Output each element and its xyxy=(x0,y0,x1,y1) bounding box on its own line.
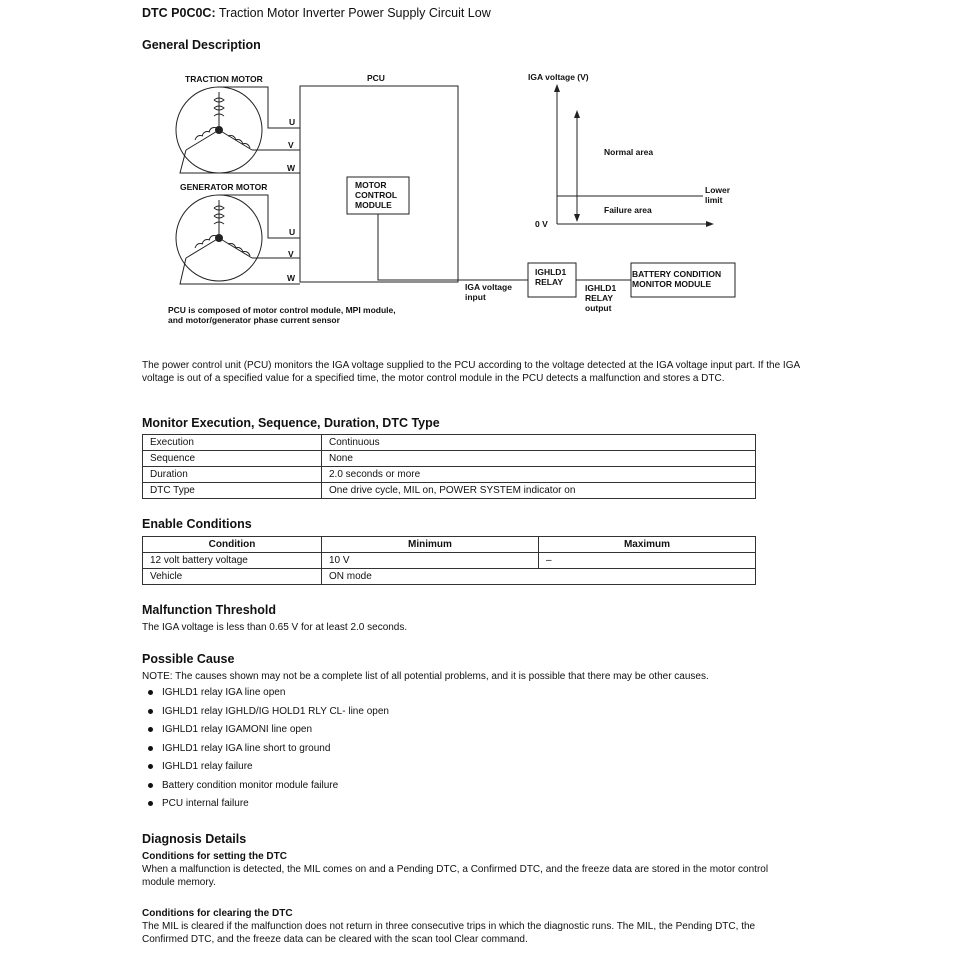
table-cell: – xyxy=(539,553,756,569)
iga-input-label-1: IGA voltage xyxy=(465,282,512,292)
list-item: Battery condition monitor module failure xyxy=(142,779,802,798)
traction-phase-w: W xyxy=(287,163,296,173)
table-cell: DTC Type xyxy=(143,483,322,499)
relay-label-1: IGHLD1 xyxy=(535,267,567,277)
table-cell: One drive cycle, MIL on, POWER SYSTEM indicator on xyxy=(322,483,756,499)
table-cell: 2.0 seconds or more xyxy=(322,467,756,483)
table-cell: Sequence xyxy=(143,451,322,467)
traction-phase-v: V xyxy=(288,140,294,150)
setting-text: When a malfunction is detected, the MIL comes on and a Pending DTC, a Confirmed DTC, and the freeze data are stored in the motor control module memory. xyxy=(142,864,769,888)
generator-phase-w: W xyxy=(287,273,296,283)
dtc-title: Traction Motor Inverter Power Supply Circuit Low xyxy=(218,6,491,20)
enable-heading: Enable Conditions xyxy=(142,517,252,531)
enable-table xyxy=(142,536,756,585)
list-item: IGHLD1 relay IGA line short to ground xyxy=(142,742,802,761)
table-row xyxy=(143,435,756,451)
iga-input-label-2: input xyxy=(465,292,486,302)
traction-motor-label: TRACTION MOTOR xyxy=(185,74,263,84)
threshold-text: The IGA voltage is less than 0.65 V for at least 2.0 seconds. xyxy=(142,622,408,633)
table-cell: None xyxy=(322,451,756,467)
clearing-heading: Conditions for clearing the DTC xyxy=(142,908,293,919)
bcm-label-2: MONITOR MODULE xyxy=(632,279,712,289)
relay-label-2: RELAY xyxy=(535,277,564,287)
pcu-note-2: and motor/generator phase current sensor xyxy=(168,315,340,325)
column-header: Minimum xyxy=(322,537,539,553)
table-row xyxy=(143,467,756,483)
dtc-code: DTC P0C0C: xyxy=(142,6,216,20)
column-header: Condition xyxy=(143,537,322,553)
lower-limit-label-2: limit xyxy=(705,195,723,205)
setting-heading: Conditions for setting the DTC xyxy=(142,851,287,862)
general-description-heading: General Description xyxy=(142,38,261,52)
table-cell: Vehicle xyxy=(143,569,322,585)
possible-cause-note: NOTE: The causes shown may not be a complete list of all potential problems, and it is possible that there may be other causes. xyxy=(142,671,709,682)
generator-phase-v: V xyxy=(288,249,294,259)
traction-phase-u: U xyxy=(289,117,296,127)
possible-cause-list xyxy=(142,686,802,816)
table-cell: Duration xyxy=(143,467,322,483)
graph-ylabel: IGA voltage (V) xyxy=(528,72,589,82)
mcm-label-2: CONTROL xyxy=(355,190,398,200)
table-header-row xyxy=(143,537,756,553)
table-row xyxy=(143,553,756,569)
monitor-heading: Monitor Execution, Sequence, Duration, DTC Type xyxy=(142,416,440,430)
table-cell: 10 V xyxy=(322,553,539,569)
threshold-heading: Malfunction Threshold xyxy=(142,603,277,617)
generator-motor-label: GENERATOR MOTOR xyxy=(180,182,268,192)
table-cell: ON mode xyxy=(322,569,756,585)
failure-area-label: Failure area xyxy=(604,205,652,215)
list-item: PCU internal failure xyxy=(142,797,802,816)
general-description-text: The power control unit (PCU) monitors the IGA voltage supplied to the PCU according to the voltage detected at the IGA voltage input part. If the IGA voltage is out of a specified value for a specified time, the motor control module in the PCU detects a malfunction and stores a DTC. xyxy=(142,360,800,384)
generator-phase-u: U xyxy=(289,227,296,237)
relay-output-label-1: IGHLD1 xyxy=(585,283,617,293)
table-cell: Continuous xyxy=(322,435,756,451)
mcm-label-3: MODULE xyxy=(355,200,392,210)
bcm-label-1: BATTERY CONDITION xyxy=(632,269,722,279)
normal-area-label: Normal area xyxy=(604,147,654,157)
lower-limit-label-1: Lower xyxy=(705,185,731,195)
circuit-diagram xyxy=(0,0,970,345)
list-item: IGHLD1 relay IGAMONI line open xyxy=(142,723,802,742)
table-row xyxy=(143,451,756,467)
possible-cause-heading: Possible Cause xyxy=(142,652,235,666)
clearing-text: The MIL is cleared if the malfunction does not return in three consecutive trips in which the diagnostic runs. The MIL, the Pending DTC, the Confirmed DTC, and the freeze data can be cleared with the scan tool Clear command. xyxy=(142,921,756,945)
table-row xyxy=(143,569,756,585)
diagnosis-heading: Diagnosis Details xyxy=(142,832,247,846)
table-cell: Execution xyxy=(143,435,322,451)
relay-output-label-3: output xyxy=(585,303,612,313)
monitor-table xyxy=(142,434,756,499)
list-item: IGHLD1 relay IGA line open xyxy=(142,686,802,705)
column-header: Maximum xyxy=(539,537,756,553)
relay-output-label-2: RELAY xyxy=(585,293,614,303)
table-row xyxy=(143,483,756,499)
pcu-note-1: PCU is composed of motor control module, MPI module, xyxy=(168,305,396,315)
zero-volt-label: 0 V xyxy=(535,219,548,229)
pcu-label: PCU xyxy=(367,73,385,83)
mcm-label-1: MOTOR xyxy=(355,180,387,190)
list-item: IGHLD1 relay IGHLD/IG HOLD1 RLY CL- line open xyxy=(142,705,802,724)
table-cell: 12 volt battery voltage xyxy=(143,553,322,569)
list-item: IGHLD1 relay failure xyxy=(142,760,802,779)
